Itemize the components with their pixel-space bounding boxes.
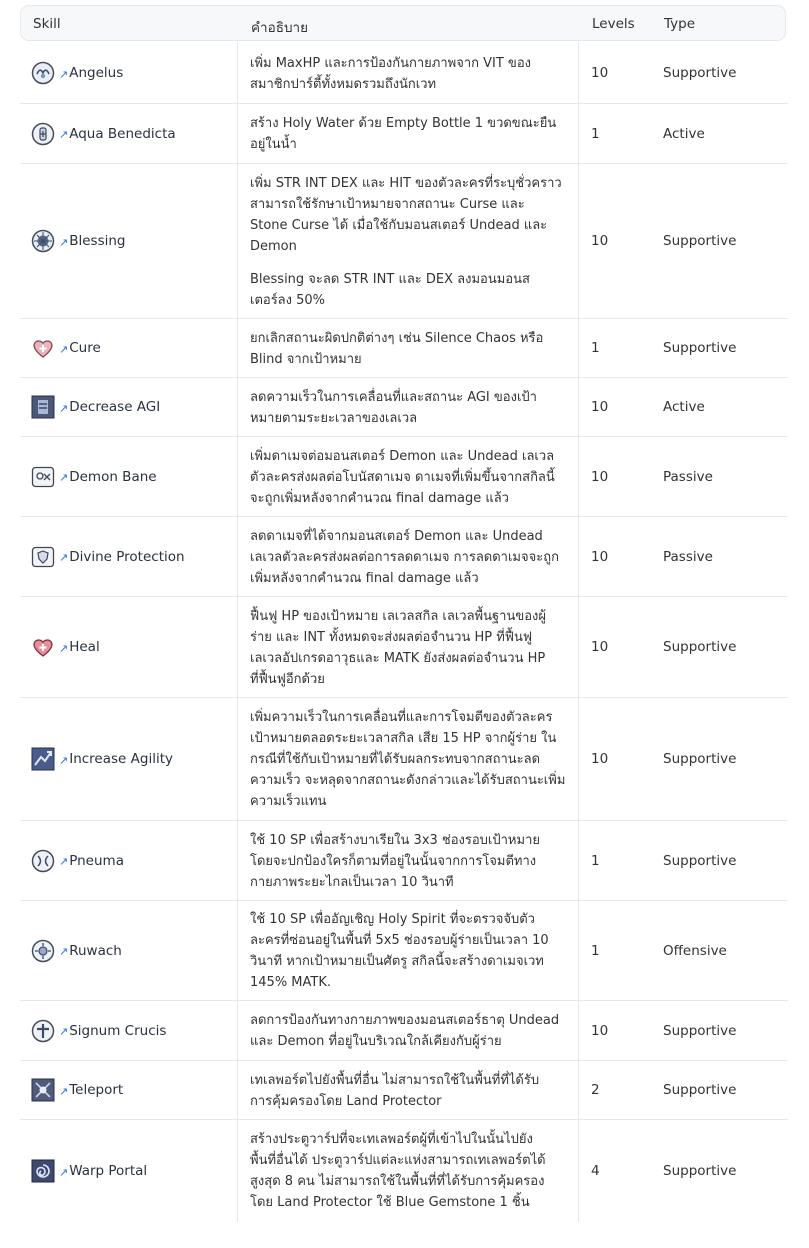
description-text	[250, 830, 570, 893]
column-divider	[578, 1120, 579, 1222]
table-row	[20, 901, 788, 1001]
description-text	[250, 446, 570, 509]
column-divider	[237, 517, 238, 596]
table-row	[20, 104, 788, 164]
skill-link[interactable]: Divine Protection	[69, 548, 185, 565]
description-line: เป้าหมายตลอดระยะเวลาสกิล เสีย 15 HP จากผู้ร่าย ใน	[250, 731, 557, 746]
warp-portal-icon	[31, 1159, 55, 1183]
blessing-icon	[31, 229, 55, 253]
description-line: เลเวลตัวละครส่งผลต่อการลดดาเมจ การลดดาเมจจะถูก	[250, 550, 559, 565]
column-divider	[578, 517, 579, 596]
skill-link[interactable]: Aqua Benedicta	[69, 125, 176, 142]
description-line: วินาที หากเป้าหมายเป็นศัตรู สกิลนี้จะสร้างดาเมจเวท	[250, 954, 544, 969]
header-skill: Skill	[33, 16, 61, 32]
description-cell	[250, 526, 570, 589]
description-line: ตัวละครส่งผลต่อโบนัสดาเมจ ดาเมจที่เพิ่มขึ้นจากสกิลนี้	[250, 470, 555, 485]
description-line: ใช้ 10 SP เพื่ออัญเชิญ Holy Spirit ที่จะตรวจจับตัว	[250, 912, 535, 927]
description-cell	[250, 707, 570, 812]
column-divider	[578, 821, 579, 900]
type-cell: Passive	[663, 548, 713, 565]
skill-cell	[31, 635, 100, 659]
description-cell	[250, 387, 570, 429]
description-line: ลดดาเมจที่ได้จากมอนสเตอร์ Demon และ Undead	[250, 529, 543, 544]
ruwach-icon	[31, 939, 55, 963]
skill-link[interactable]: Angelus	[69, 65, 124, 81]
levels-cell: 10	[591, 548, 609, 565]
type-cell: Supportive	[663, 1022, 737, 1039]
type-cell: Supportive	[663, 65, 737, 81]
description-cell	[250, 830, 570, 893]
levels-cell: 10	[591, 639, 609, 655]
external-link-icon[interactable]: ↗	[59, 1165, 69, 1179]
external-link-icon[interactable]: ↗	[59, 641, 69, 655]
column-divider	[237, 164, 238, 318]
external-link-icon[interactable]: ↗	[59, 235, 69, 249]
levels-cell: 10	[591, 468, 609, 485]
column-divider	[578, 901, 579, 1000]
description-line: เพิ่มดาเมจต่อมอนสเตอร์ Demon และ Undead เลเวล	[250, 449, 555, 464]
cure-icon	[31, 336, 55, 360]
skill-cell	[31, 1159, 147, 1183]
type-cell: Active	[663, 399, 705, 415]
type-cell: Supportive	[663, 1163, 737, 1179]
external-link-icon[interactable]: ↗	[59, 945, 69, 958]
levels-cell: 1	[591, 125, 600, 142]
description-line: การคุ้มครองโดย Land Protector	[250, 1094, 442, 1109]
type-cell: Supportive	[663, 639, 737, 655]
description-line: สร้าง Holy Water ด้วย Empty Bottle 1 ขวดขณะยืน	[250, 116, 557, 131]
column-divider	[237, 437, 238, 516]
type-cell: Supportive	[663, 340, 737, 356]
table-header	[20, 5, 786, 41]
description-line: กายภาพระยะไกลเป็นเวลา 10 วินาที	[250, 875, 454, 890]
skill-link[interactable]: Cure	[69, 340, 101, 356]
column-divider	[578, 597, 579, 697]
description-line: Blessing จะลด STR INT และ DEX ลงมอนมอนส	[250, 272, 530, 287]
angelus-icon	[31, 61, 55, 85]
description-line: หมายตามระยะเวลาของเลเวล	[250, 411, 418, 426]
external-link-icon[interactable]: ↗	[59, 342, 69, 356]
description-cell	[250, 53, 570, 95]
type-cell: Offensive	[663, 942, 727, 959]
external-link-icon[interactable]: ↗	[59, 1084, 69, 1098]
skill-link[interactable]: Signum Crucis	[69, 1022, 167, 1039]
header-type: Type	[664, 16, 696, 32]
description-line: Stone Curse ได้ เมื่อใช้กับมอนสเตอร์ Undead และ	[250, 218, 548, 233]
teleport-icon	[31, 1078, 55, 1102]
column-divider	[578, 319, 579, 377]
levels-cell: 10	[591, 65, 609, 81]
table-row	[20, 378, 788, 437]
description-line: เพิ่มหลังจากคำนวณ final damage แล้ว	[250, 571, 479, 586]
column-divider	[578, 104, 579, 163]
description-text	[250, 53, 570, 95]
skill-link[interactable]: Increase Agility	[69, 751, 173, 767]
type-cell: Active	[663, 125, 705, 142]
type-cell: Supportive	[663, 233, 737, 249]
description-line: เตอร์ลง 50%	[250, 293, 326, 308]
description-line: ลดการป้องกันทางกายภาพของมอนสเตอร์ธาตุ Undead	[250, 1013, 560, 1028]
description-cell	[250, 606, 570, 690]
column-divider	[578, 1001, 579, 1060]
type-cell: Passive	[663, 468, 713, 485]
description-line: เพิ่ม STR INT DEX และ HIT ของตัวละครที่ระบุชั่วคราว	[250, 176, 562, 191]
external-link-icon[interactable]: ↗	[59, 551, 69, 564]
divine-protection-icon	[31, 545, 55, 569]
header-description: คำอธิบาย	[251, 20, 309, 36]
description-cell	[250, 909, 570, 993]
description-line: ลดความเร็วในการเคลื่อนที่และสถานะ AGI ของเป้า	[250, 390, 537, 405]
description-line: เลเวลอัปเกรดอาวุธและ MATK ยังส่งผลต่อจำนวน HP	[250, 651, 546, 666]
description-line: โดย Land Protector ใช้ Blue Gemstone 1 ชิ้น	[250, 1195, 530, 1210]
table-row	[20, 821, 788, 901]
increase-agility-icon	[31, 747, 55, 771]
table-row	[20, 698, 788, 821]
description-line: ยกเลิกสถานะผิดปกติต่างๆ เช่น Silence Chaos หรือ	[250, 331, 544, 346]
skill-link[interactable]: Pneuma	[69, 852, 124, 869]
external-link-icon[interactable]: ↗	[59, 855, 69, 868]
description-cell	[250, 1070, 570, 1112]
description-line: สมาชิกปาร์ตี้ทั้งหมดรวมถึงนักเวท	[250, 77, 437, 92]
column-divider	[578, 378, 579, 436]
description-text	[250, 387, 570, 429]
description-cell	[250, 1010, 570, 1052]
column-divider	[578, 698, 579, 820]
description-text	[250, 909, 570, 993]
skill-cell	[31, 747, 173, 771]
column-divider	[237, 901, 238, 1000]
skill-cell	[31, 1019, 166, 1043]
description-line: เพิ่มความเร็วในการเคลื่อนที่และการโจมตีของตัวละคร	[250, 710, 553, 725]
description-line: ละครที่ซ่อนอยู่ในพื้นที่ 5x5 ช่องรอบผู้ร่ายเป็นเวลา 10	[250, 933, 549, 948]
skill-cell	[31, 849, 124, 873]
levels-cell: 4	[591, 1163, 600, 1179]
skill-cell	[31, 545, 185, 569]
levels-cell: 1	[591, 852, 600, 869]
description-line: โดยจะปกป้องใครก็ตามที่อยู่ในนั้นจากการโจมตีทาง	[250, 854, 537, 869]
levels-cell: 10	[591, 751, 609, 767]
description-line: Demon	[250, 239, 297, 254]
description-line: กรณีที่ใช้กับเป้าหมายที่ได้รับผลกระทบจากสถานะลด	[250, 752, 541, 767]
description-line: 145% MATK.	[250, 975, 331, 990]
description-cell	[250, 113, 570, 155]
skill-cell	[31, 939, 122, 963]
column-divider	[578, 43, 579, 103]
table-row	[20, 597, 788, 698]
description-cell	[250, 1129, 570, 1213]
table-row	[20, 1001, 788, 1061]
description-text	[250, 606, 570, 690]
description-text	[250, 1129, 570, 1213]
description-line: เทเลพอร์ตไปยังพื้นที่อื่น ไม่สามารถใช้ในพื้นที่ที่ได้รับ	[250, 1073, 540, 1088]
header-levels: Levels	[592, 16, 635, 32]
external-link-icon[interactable]: ↗	[59, 1025, 69, 1038]
type-cell: Supportive	[663, 1082, 737, 1098]
table-row	[20, 1120, 788, 1222]
levels-cell: 10	[591, 233, 609, 249]
skill-cell	[31, 122, 176, 146]
pneuma-icon	[31, 849, 55, 873]
skill-link[interactable]: Ruwach	[69, 942, 122, 959]
external-link-icon[interactable]: ↗	[59, 128, 69, 141]
description-line: อยู่ในน้ำ	[250, 137, 297, 152]
description-line: ใช้ 10 SP เพื่อสร้างบาเรียใน 3x3 ช่องรอบเป้าหมาย	[250, 833, 540, 848]
skill-link[interactable]: Blessing	[69, 233, 126, 249]
description-line: ที่ฟื้นฟูอีกด้วย	[250, 672, 325, 687]
type-cell: Supportive	[663, 751, 737, 767]
skill-link[interactable]: Heal	[69, 639, 100, 655]
column-divider	[237, 698, 238, 820]
table-row	[20, 164, 788, 319]
table-row	[20, 43, 788, 104]
column-divider	[237, 821, 238, 900]
table-row	[20, 319, 788, 378]
column-divider	[237, 104, 238, 163]
column-divider	[578, 437, 579, 516]
column-divider	[237, 1001, 238, 1060]
description-cell	[250, 446, 570, 509]
column-divider	[237, 378, 238, 436]
external-link-icon[interactable]: ↗	[59, 471, 69, 484]
levels-cell: 2	[591, 1082, 600, 1098]
description-text	[250, 707, 570, 812]
description-line: ความเร็วแทน	[250, 794, 327, 809]
description-text	[250, 526, 570, 589]
heal-icon	[31, 635, 55, 659]
description-line: และ Demon ที่อยู่ในบริเวณใกล้เคียงกับผู้ร่าย	[250, 1034, 502, 1049]
table-row	[20, 437, 788, 517]
description-text	[250, 173, 570, 257]
description-cell	[250, 173, 570, 311]
description-text	[250, 113, 570, 155]
skill-cell	[31, 1078, 123, 1102]
description-text	[250, 269, 570, 311]
skill-cell	[31, 61, 123, 85]
description-line: สูงสุด 8 คน ไม่สามารถใช้ในพื้นที่ที่ได้รับการคุ้มครอง	[250, 1174, 545, 1189]
description-line: จะถูกเพิ่มหลังจากคำนวณ final damage แล้ว	[250, 491, 509, 506]
external-link-icon[interactable]: ↗	[59, 67, 69, 81]
description-line: ความเร็ว จะหลุดจากสถานะดังกล่าวและได้รับสถานะเพิ่ม	[250, 773, 566, 788]
levels-cell: 10	[591, 1022, 609, 1039]
description-line: พื้นที่อื่นได้ ประตูวาร์ปแต่ละแห่งสามารถเทเลพอร์ตได้	[250, 1153, 546, 1168]
column-divider	[578, 1061, 579, 1119]
description-cell	[250, 328, 570, 370]
levels-cell: 1	[591, 340, 600, 356]
description-line: ร่าย และ INT ทั้งหมดจะส่งผลต่อจำนวน HP ที่ฟื้นฟู	[250, 630, 533, 645]
column-divider	[237, 43, 238, 103]
demon-bane-icon	[31, 465, 55, 489]
decrease-agi-icon	[31, 395, 55, 419]
type-cell: Supportive	[663, 852, 737, 869]
external-link-icon[interactable]: ↗	[59, 753, 69, 767]
aqua-benedicta-icon	[31, 122, 55, 146]
column-divider	[237, 1061, 238, 1119]
description-line: เพิ่ม MaxHP และการป้องกันกายภาพจาก VIT ของ	[250, 56, 531, 71]
skill-cell	[31, 465, 157, 489]
description-line: Blind จากเป้าหมาย	[250, 352, 362, 367]
description-line: ฟื้นฟู HP ของเป้าหมาย เลเวลสกิล เลเวลพื้นฐานของผู้	[250, 609, 547, 624]
column-divider	[237, 319, 238, 377]
skill-cell	[31, 336, 101, 360]
external-link-icon[interactable]: ↗	[59, 401, 69, 415]
description-text	[250, 1010, 570, 1052]
column-divider	[237, 1120, 238, 1222]
skill-link[interactable]: Demon Bane	[69, 468, 157, 485]
skill-link[interactable]: Warp Portal	[69, 1163, 148, 1179]
description-line: สามารถใช้รักษาเป้าหมายจากสถานะ Curse และ	[250, 197, 525, 212]
column-divider	[237, 597, 238, 697]
levels-cell: 1	[591, 942, 600, 959]
skill-link[interactable]: Decrease AGI	[69, 399, 161, 415]
levels-cell: 10	[591, 399, 609, 415]
description-text	[250, 1070, 570, 1112]
skill-cell	[31, 395, 160, 419]
signum-crucis-icon	[31, 1019, 55, 1043]
skill-link[interactable]: Teleport	[69, 1082, 124, 1098]
column-divider	[578, 164, 579, 318]
table-row	[20, 517, 788, 597]
skill-cell	[31, 229, 125, 253]
description-line: สร้างประตูวาร์ปที่จะเทเลพอร์ตผู้ที่เข้าไปในนั้นไปยัง	[250, 1132, 533, 1147]
description-text	[250, 328, 570, 370]
table-row	[20, 1061, 788, 1120]
